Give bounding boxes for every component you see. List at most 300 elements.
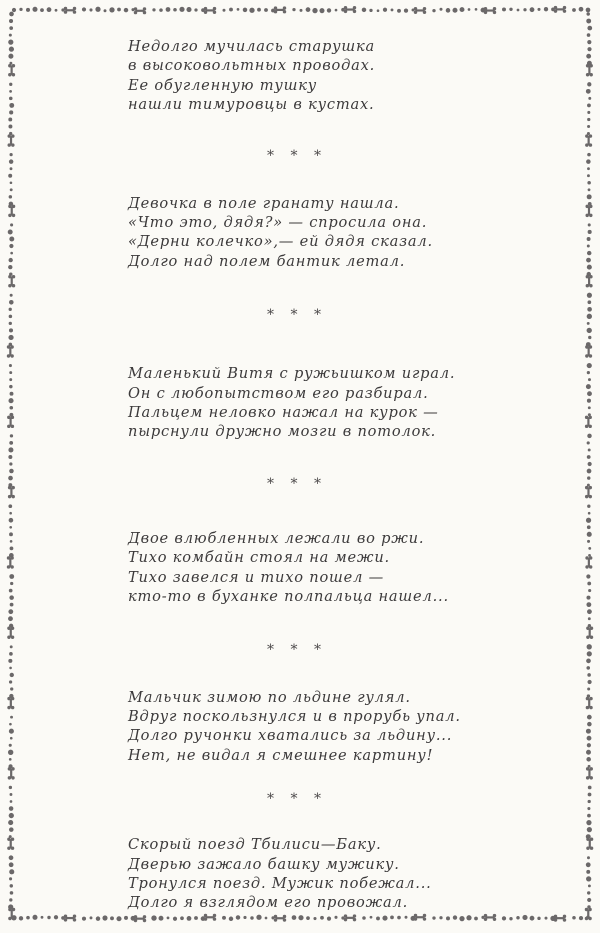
border-dot [10,603,14,607]
border-dot [587,33,591,37]
border-dot [523,8,526,11]
border-dot [587,532,592,537]
stanza-2 [128,194,568,272]
border-dot [54,915,58,919]
border-bone [585,486,592,498]
border-dot [9,813,14,818]
border-bone [414,7,426,14]
border-dot [509,8,512,11]
border-dot [10,434,13,437]
border-dot [292,915,297,920]
border-dot [9,385,12,388]
border-dot [151,915,156,920]
border-dot [587,582,591,586]
border-dot [9,83,12,86]
border-dot [159,8,163,12]
border-dot [8,398,13,403]
border-dot [10,188,13,191]
border-bone [7,697,14,709]
border-dot [405,916,408,919]
border-bone [274,6,286,13]
border-dot [9,47,14,52]
border-bone [586,275,593,287]
border-dot [9,532,13,536]
border-dot [256,915,261,920]
border-dot [586,876,591,881]
border-dot [166,7,171,12]
border-dot [102,915,107,920]
border-dot [264,8,268,12]
stanza-separator: * * * [267,307,327,324]
border-dot [9,786,12,789]
border-dot [236,915,240,919]
border-dot [243,8,248,13]
border-bone [7,627,14,639]
border-dot [586,384,591,389]
border-dot [9,680,12,683]
border-bone [134,7,146,14]
border-bone [134,915,146,922]
border-dot [586,659,591,664]
border-dot [586,750,591,755]
border-dot [588,223,591,226]
border-dot [320,916,324,920]
border-dot [587,609,592,614]
border-bone [7,345,14,357]
border-dot [537,8,540,11]
border-dot [453,915,457,919]
border-dot [587,399,591,403]
border-dot [9,34,12,37]
border-dot [10,153,13,156]
border-dot [588,617,591,620]
border-dot [586,729,591,734]
border-dot [587,328,592,333]
border-dot [40,8,44,12]
border-dot [587,26,592,31]
border-dot [9,300,14,305]
border-dot [588,589,591,592]
poem-collection [128,37,568,913]
border-dot [588,378,591,381]
stanza-line: Тронулся поезд. Мужик побежал... [128,874,432,892]
border-dot [312,8,317,13]
border-dot [544,7,548,11]
border-dot [306,7,311,12]
border-dot [517,9,520,12]
stanza-line: Девочка в поле гранату нашла. [128,194,400,212]
border-dot [9,406,13,410]
border-dot [446,916,450,920]
border-dot [229,8,233,12]
border-dot [587,391,592,396]
stanza-separator: * * * [267,641,327,658]
border-dot [587,673,591,677]
border-dot [10,546,14,550]
stanza-line: Он с любопытством его разбирал. [128,384,429,402]
stanza-4 [128,529,568,607]
border-dot [8,455,12,459]
stanza-line: «Что это, дядя?» — спросила она. [128,214,428,232]
border-dot [10,884,13,887]
border-bone [586,837,593,849]
border-bone [204,914,216,921]
border-dot [390,916,394,920]
border-dot [173,8,177,12]
border-dot [10,582,13,585]
border-dot [586,159,591,164]
border-dot [572,916,576,920]
stanza-line: Долго я взглядом его провожал. [128,894,409,912]
border-dot [124,916,128,920]
border-dot [298,915,303,920]
border-dot [586,870,590,874]
border-dot [117,8,121,12]
border-bone [8,767,15,779]
border-dot [397,916,401,920]
border-dot [516,916,519,919]
border-dot [362,8,367,13]
border-dot [587,103,591,107]
border-dot [257,8,261,12]
border-dot [9,667,12,670]
border-bone [585,345,592,357]
border-dot [587,687,590,690]
border-dot [432,916,435,919]
border-dot [229,917,233,921]
border-dot [12,8,16,12]
border-dot [446,8,451,13]
border-dot [222,916,226,920]
border-bone [8,64,15,76]
border-dot [587,856,590,859]
stanza-line: Маленький Витя с ружьишком играл. [128,365,456,383]
border-dot [587,371,590,374]
border-dot [47,916,50,919]
border-bone [8,205,15,217]
border-bone [585,205,592,217]
border-dot [587,525,591,529]
border-dot [187,916,192,921]
border-dot [9,869,14,874]
border-dot [587,322,590,325]
border-dot [587,651,592,656]
border-dot [9,744,12,747]
border-bone [64,915,76,922]
border-dot [95,7,100,12]
border-dot [19,8,22,11]
border-dot [397,9,401,13]
border-dot [8,54,13,59]
border-dot [468,8,471,11]
border-dot [319,8,324,13]
border-dot [587,469,592,474]
border-bone [7,416,14,428]
stanza-3 [128,364,568,442]
border-dot [586,596,590,600]
border-dot [9,723,12,726]
border-dot [362,916,366,920]
border-dot [588,97,591,100]
border-dot [586,518,591,523]
border-dot [588,547,591,550]
border-dot [8,335,13,340]
stanza-line: «Дерни колечко»,— ей дядя сказал. [128,233,433,251]
border-bone [204,7,216,14]
border-dot [116,916,121,921]
border-dot [109,7,114,12]
border-dot [9,328,13,332]
border-dot [474,917,478,921]
border-dot [587,736,592,741]
border-dot [32,915,37,920]
border-dot [10,645,13,648]
border-dot [588,786,592,790]
stanza-separator: * * * [267,475,327,492]
border-bone [585,908,592,920]
border-dot [586,258,591,263]
border-dot [587,540,590,543]
border-bone [586,767,593,779]
border-dot [587,680,591,684]
border-dot [8,118,12,122]
border-dot [376,916,380,920]
border-dot [9,652,13,656]
stanza-5 [128,688,568,766]
border-dot [8,265,12,269]
border-dot [587,181,591,185]
border-dot [90,916,93,919]
border-dot [9,574,14,579]
border-dot [587,111,590,114]
border-dot [587,245,590,248]
border-dot [47,7,52,12]
border-bone [8,908,15,920]
stanza-line: Долго над полем бантик летал. [128,252,406,270]
border-dot [587,814,591,818]
border-dot [586,19,591,24]
border-bone [8,134,15,146]
border-dot [223,9,226,12]
border-dot [194,916,198,920]
border-dot [587,153,591,157]
border-dot [9,512,12,515]
border-dot [8,750,13,755]
border-dot [179,7,184,12]
border-dot [306,916,310,920]
border-dot [8,609,13,614]
border-dot [475,8,478,11]
border-dot [8,476,13,481]
border-dot [124,8,128,12]
border-dot [586,8,591,13]
border-dot [404,8,408,12]
border-dot [587,715,592,720]
border-dot [579,7,584,12]
border-dot [159,916,164,921]
border-dot [8,659,12,663]
border-dot [237,8,240,11]
border-dot [8,174,12,178]
border-dot [587,476,590,479]
border-dot [173,917,177,921]
border-dot [502,7,506,11]
border-dot [249,8,254,13]
border-dot [9,12,14,17]
stanza-line: Дверью зажало башку мужику. [128,855,400,873]
border-dot [9,97,13,101]
border-dot [502,916,506,920]
border-dot [26,916,30,920]
stanza-line: нашли тимуровцы в кустах. [128,96,375,114]
border-dot [586,757,591,762]
border-dot [9,855,14,860]
border-dot [10,793,13,796]
border-dot [588,230,592,234]
border-dot [10,392,14,396]
border-dot [587,307,592,312]
stanza-line: Тихо комбайн стоял на межи. [128,549,390,567]
stanza-line: Недолго мучилась старушка [128,38,376,55]
border-bone [586,697,593,709]
border-dot [9,595,14,600]
border-dot [9,462,12,465]
border-dot [9,315,13,319]
stanza-line: Нет, не видал я смешнее картину! [128,746,434,764]
border-dot [250,916,253,919]
stanza-line: Двое влюбленных лежали во ржи. [128,529,425,547]
stanza-6 [128,835,568,913]
stanza-line: пырснули дружно мозги в потолок. [128,423,437,441]
border-dot [587,455,591,459]
border-dot [382,916,387,921]
border-dot [587,125,590,128]
border-dot [587,47,591,51]
border-dot [587,118,590,121]
border-bone [7,837,14,849]
border-dot [10,800,13,803]
border-dot [8,504,12,508]
border-dot [459,916,464,921]
stanza-line: Скорый поезд Тбилиси—Баку. [128,836,382,854]
border-dot [327,8,331,12]
border-dot [587,300,591,304]
border-dot [10,252,13,255]
border-bone [585,134,592,146]
border-dot [587,722,592,727]
stanza-line: Ее обугленную тушку [128,76,318,94]
border-dot [19,916,23,920]
stanza-line: Долго ручонки хватались за льдину... [128,727,453,745]
border-bone [554,915,566,922]
border-dot [588,512,591,515]
border-dot [586,89,591,94]
border-dot [10,167,13,170]
border-dot [587,434,591,438]
border-dot [110,916,114,920]
border-dot [9,469,14,474]
border-dot [82,917,86,921]
border-dot [587,314,592,319]
border-bone [344,914,356,921]
border-bone [274,915,286,922]
border-dot [587,237,591,241]
border-dot [104,9,107,12]
border-dot [9,322,12,325]
border-dot [9,378,12,381]
border-dot [9,258,13,262]
border-dot [587,293,592,298]
stanza-line: кто-то в буханке полпальца нашел... [128,588,449,606]
border-dot [522,915,527,920]
border-dot [466,915,471,920]
border-dot [587,441,590,444]
border-dot [96,916,100,920]
border-dot [586,54,591,59]
border-dot [587,827,592,832]
border-dot [537,917,540,920]
border-dot [587,363,592,368]
border-dot [8,616,13,621]
stanza-line: Вдруг поскользнулся и в прорубь упал. [128,707,461,725]
border-dot [586,666,590,670]
border-dot [460,7,465,12]
border-dot [9,371,12,374]
border-dot [587,167,590,170]
border-dot [509,917,512,920]
border-dot [8,40,13,45]
stanza-line: в высоковольтных проводах. [128,57,376,75]
border-dot [587,505,590,508]
border-dot [9,898,12,901]
border-dot [26,8,30,12]
border-dot [32,7,37,12]
border-dot [334,916,337,919]
border-dot [194,8,197,11]
border-dot [587,898,591,902]
border-dot [587,743,591,747]
border-dot [9,19,13,23]
border-dot [586,12,589,15]
border-dot [10,891,14,895]
border-dot [9,862,14,867]
border-dot [8,820,13,825]
border-dot [10,716,13,719]
border-bone [64,7,76,14]
border-dot [9,90,12,93]
border-dot [8,229,13,234]
border-dot [9,441,13,445]
border-dot [10,181,13,184]
border-bone [8,486,15,498]
border-dot [180,916,184,920]
border-bone [586,64,593,76]
border-dot [9,244,13,248]
border-dot [9,589,13,593]
border-dot [383,8,387,12]
border-dot [588,188,591,191]
border-dot [292,8,295,11]
border-bone [414,914,426,921]
border-dot [579,916,583,920]
border-dot [9,518,14,523]
border-dot [9,110,13,114]
border-bone [554,6,566,13]
border-dot [10,223,13,226]
border-dot [588,800,591,803]
border-dot [391,8,394,11]
border-dot [10,673,14,677]
